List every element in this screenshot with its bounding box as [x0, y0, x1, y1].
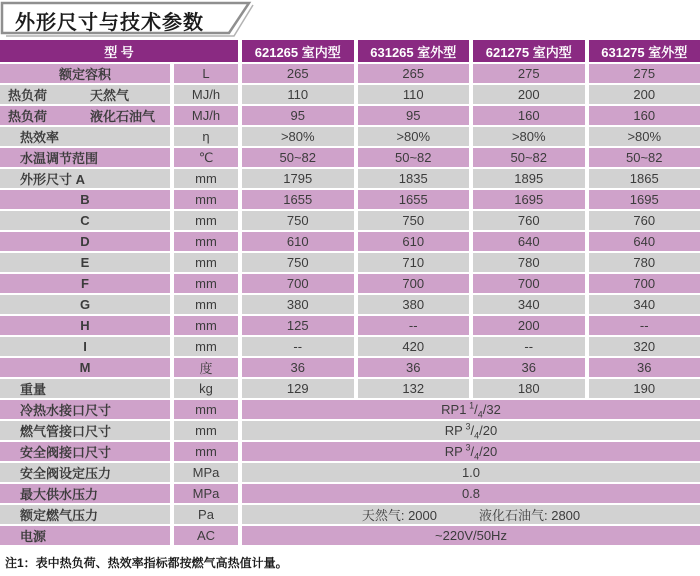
table-row: [0, 337, 700, 356]
row-value-cell: 36: [358, 358, 470, 377]
row-unit-cell: L: [174, 64, 238, 83]
merged-value-cell: [242, 400, 700, 419]
table-row: [0, 85, 700, 104]
row-unit-cell: mm: [174, 337, 238, 356]
merged-value-cell: 1.0: [242, 463, 700, 482]
row-unit-cell: MJ/h: [174, 106, 238, 125]
row-value-cell: 750: [358, 211, 470, 230]
pipe-size-value: RP $^3/_4/20$: [444, 421, 498, 441]
row-unit-cell: mm: [174, 316, 238, 335]
row-unit-cell: mm: [174, 253, 238, 272]
spec-table: [0, 40, 700, 545]
row-label-cell: 水温调节范围: [0, 148, 170, 167]
column-header-3: 621275 室内型: [473, 40, 585, 62]
row-unit-cell: MPa: [174, 463, 238, 482]
column-header-4: 631275 室外型: [589, 40, 700, 62]
row-value-cell: >80%: [473, 127, 585, 146]
row-label-cell: 电源: [0, 526, 170, 545]
row-value-cell: 610: [242, 232, 354, 251]
row-value-cell: 95: [242, 106, 354, 125]
merged-value-cell: 0.8: [242, 484, 700, 503]
row-value-cell: 50~82: [589, 148, 700, 167]
row-value-cell: 129: [242, 379, 354, 398]
row-value-cell: 180: [473, 379, 585, 398]
table-row: [0, 316, 700, 335]
row-label-cell: 重量: [0, 379, 170, 398]
row-unit-cell: mm: [174, 400, 238, 419]
table-row: [0, 442, 700, 461]
row-unit-cell: mm: [174, 169, 238, 188]
row-label-cell: F: [0, 274, 170, 293]
table-row: [0, 400, 700, 419]
row-value-cell: 380: [242, 295, 354, 314]
row-label-cell: I: [0, 337, 170, 356]
row-value-cell: 110: [242, 85, 354, 104]
row-label-cell: [0, 85, 170, 104]
row-value-cell: 1865: [589, 169, 700, 188]
row-sublabel: 天然气: [90, 88, 130, 103]
row-label-cell: H: [0, 316, 170, 335]
row-label-cell: 额定容积: [0, 64, 170, 83]
row-label-cell: 燃气管接口尺寸: [0, 421, 170, 440]
column-header-1: 621265 室内型: [242, 40, 354, 62]
row-value-cell: 700: [358, 274, 470, 293]
table-row: [0, 253, 700, 272]
row-value-cell: --: [242, 337, 354, 356]
table-row: [0, 526, 700, 545]
row-value-cell: 50~82: [242, 148, 354, 167]
footnote: 注1：表中热负荷、热效率指标都按燃气高热值计量。: [5, 556, 288, 570]
row-value-cell: 420: [358, 337, 470, 356]
row-value-cell: 36: [473, 358, 585, 377]
table-body: [0, 64, 700, 545]
table-row: [0, 505, 700, 524]
row-label-cell: 最大供水压力: [0, 484, 170, 503]
row-value-cell: 95: [358, 106, 470, 125]
table-row: [0, 463, 700, 482]
row-value-cell: --: [589, 316, 700, 335]
row-value-cell: 750: [242, 253, 354, 272]
row-value-cell: 640: [589, 232, 700, 251]
row-value-cell: 125: [242, 316, 354, 335]
row-label-cell: 冷热水接口尺寸: [0, 400, 170, 419]
row-value-cell: 110: [358, 85, 470, 104]
row-value-cell: 36: [242, 358, 354, 377]
row-value-cell: --: [358, 316, 470, 335]
table-row: [0, 169, 700, 188]
table-row: [0, 211, 700, 230]
model-header-cell: 型 号: [0, 40, 238, 62]
pipe-size-value: RP1 $^1/_4/32$: [441, 400, 501, 420]
row-value-cell: 700: [242, 274, 354, 293]
row-value-cell: 760: [473, 211, 585, 230]
row-label-cell: M: [0, 358, 170, 377]
table-header-row: [0, 40, 700, 62]
row-label: 热负荷: [8, 109, 48, 124]
row-value-cell: 750: [242, 211, 354, 230]
row-value-cell: 340: [473, 295, 585, 314]
table-row: [0, 106, 700, 125]
row-unit-cell: mm: [174, 211, 238, 230]
merged-value-cell: [242, 442, 700, 461]
row-label-cell: 安全阀设定压力: [0, 463, 170, 482]
row-unit-cell: MJ/h: [174, 85, 238, 104]
row-value-cell: 380: [358, 295, 470, 314]
row-value-cell: 200: [473, 85, 585, 104]
row-value-cell: 265: [358, 64, 470, 83]
row-value-cell: 340: [589, 295, 700, 314]
row-value-cell: 700: [473, 274, 585, 293]
row-value-cell: 1835: [358, 169, 470, 188]
row-value-cell: 200: [589, 85, 700, 104]
row-label-cell: C: [0, 211, 170, 230]
row-value-cell: 320: [589, 337, 700, 356]
row-value-cell: 1655: [358, 190, 470, 209]
gas-pressure-value: 液化石油气: 2800: [479, 508, 581, 523]
row-unit-cell: MPa: [174, 484, 238, 503]
row-label-cell: B: [0, 190, 170, 209]
row-value-cell: 710: [358, 253, 470, 272]
row-value-cell: 36: [589, 358, 700, 377]
row-value-cell: 1695: [589, 190, 700, 209]
row-unit-cell: AC: [174, 526, 238, 545]
table-row: [0, 295, 700, 314]
row-value-cell: 1895: [473, 169, 585, 188]
row-value-cell: 610: [358, 232, 470, 251]
row-unit-cell: Pa: [174, 505, 238, 524]
table-row: [0, 484, 700, 503]
row-value-cell: 190: [589, 379, 700, 398]
row-label-cell: 外形尺寸 A: [0, 169, 170, 188]
row-value-cell: 760: [589, 211, 700, 230]
gas-pressure-value: 天然气: 2000: [361, 508, 437, 523]
row-unit-cell: ℃: [174, 148, 238, 167]
row-unit-cell: mm: [174, 232, 238, 251]
row-value-cell: >80%: [358, 127, 470, 146]
row-value-cell: 780: [589, 253, 700, 272]
page-title: 外形尺寸与技术参数: [15, 12, 204, 34]
row-value-cell: 700: [589, 274, 700, 293]
row-value-cell: 275: [473, 64, 585, 83]
row-label-cell: [0, 106, 170, 125]
row-sublabel: 液化石油气: [90, 109, 156, 124]
row-value-cell: 132: [358, 379, 470, 398]
row-label: 热负荷: [8, 88, 48, 103]
table-row: [0, 358, 700, 377]
row-value-cell: 160: [589, 106, 700, 125]
row-value-cell: >80%: [589, 127, 700, 146]
row-value-cell: 1795: [242, 169, 354, 188]
row-value-cell: 1695: [473, 190, 585, 209]
row-unit-cell: kg: [174, 379, 238, 398]
pipe-size-value: RP $^3/_4/20$: [444, 442, 498, 462]
row-value-cell: 50~82: [358, 148, 470, 167]
column-header-2: 631265 室外型: [358, 40, 470, 62]
row-value-cell: 50~82: [473, 148, 585, 167]
table-row: [0, 127, 700, 146]
row-unit-cell: mm: [174, 421, 238, 440]
row-value-cell: >80%: [242, 127, 354, 146]
table-row: [0, 148, 700, 167]
row-value-cell: 160: [473, 106, 585, 125]
row-value-cell: 275: [589, 64, 700, 83]
row-label-cell: D: [0, 232, 170, 251]
row-label-cell: 额定燃气压力: [0, 505, 170, 524]
table-row: [0, 232, 700, 251]
row-value-cell: 640: [473, 232, 585, 251]
row-label-cell: G: [0, 295, 170, 314]
row-label-cell: 安全阀接口尺寸: [0, 442, 170, 461]
row-value-cell: --: [473, 337, 585, 356]
row-label-cell: 热效率: [0, 127, 170, 146]
table-row: [0, 379, 700, 398]
table-row: [0, 274, 700, 293]
row-unit-cell: mm: [174, 190, 238, 209]
row-value-cell: 1655: [242, 190, 354, 209]
row-value-cell: 265: [242, 64, 354, 83]
table-row: [0, 421, 700, 440]
row-value-cell: 200: [473, 316, 585, 335]
row-unit-cell: mm: [174, 274, 238, 293]
row-unit-cell: η: [174, 127, 238, 146]
merged-value-cell: [242, 421, 700, 440]
merged-value-cell: [242, 505, 700, 524]
row-unit-cell: mm: [174, 442, 238, 461]
row-unit-cell: mm: [174, 295, 238, 314]
table-row: [0, 190, 700, 209]
merged-value-cell: ~220V/50Hz: [242, 526, 700, 545]
row-value-cell: 780: [473, 253, 585, 272]
row-unit-cell: 度: [174, 358, 238, 377]
title-banner: [0, 0, 700, 38]
table-row: [0, 64, 700, 83]
row-label-cell: E: [0, 253, 170, 272]
